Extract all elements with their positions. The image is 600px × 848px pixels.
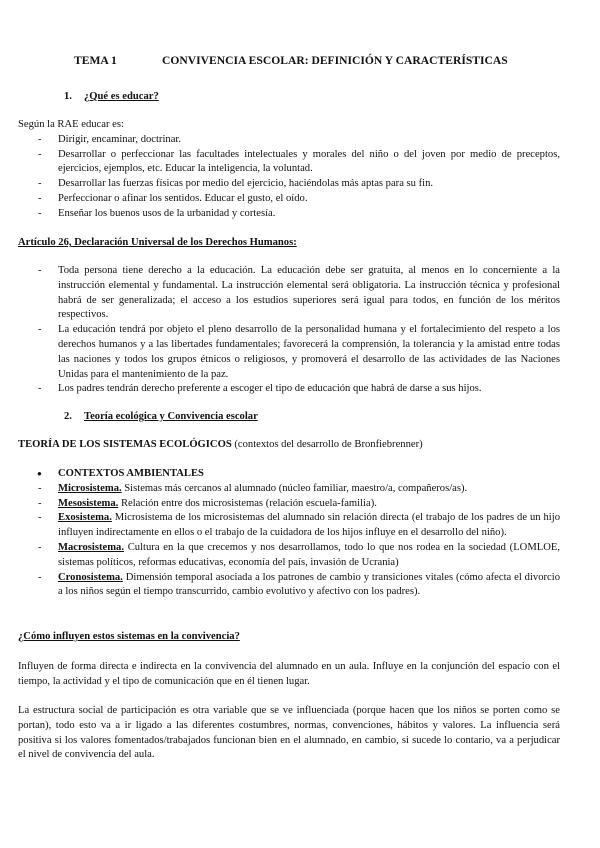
list-item: - Mesosistema. Relación entre dos microsistemas (relación escuela-familia).: [18, 497, 560, 512]
section2-heading: 2. Teoría ecológica y Convivencia escolar: [64, 411, 258, 422]
rae-intro: Según la RAE educar es:: [18, 119, 124, 130]
document-title: [44, 54, 560, 69]
rae-definitions-list: [18, 133, 560, 222]
contexts-list: [18, 482, 560, 600]
article26-heading: Artículo 26, Declaración Universal de los Derechos Humanos:: [18, 237, 297, 248]
list-item: - Cronosistema. Dimensión temporal asociada a los patrones de cambio y transiciones vitales (cómo afecta el divorcio a los niños según el tiempo transcurrido, cambio evolutivo y afectivo con los padres).: [18, 571, 560, 601]
influence-paragraph-2: La estructura social de participación es otra variable que se ve influenciada (porque hacen que los niños se porten como se portan), todo esto va a ir ligado a las diferentes costumbres, normas, convenciones, hábitos y valores. La influencia será positiva si los valores fomentados/trabajados funcionan bien en el alumnado, en cambio, si sucede lo contario, va a perjudicar el nivel de convivencia del aula.: [18, 705, 560, 761]
list-item: - Microsistema. Sistemas más cercanos al alumnado (núcleo familiar, maestro/a, compañeros/as).: [18, 482, 560, 497]
theory-title: TEORÍA DE LOS SISTEMAS ECOLÓGICOS (contextos del desarrollo de Bronfiebrenner): [18, 439, 423, 450]
list-item: - Desarrollar o perfeccionar las facultades intelectuales y morales del niño o del joven por medio de preceptos, ejercicios, ejemplos, etc. Educar la inteligencia, la voluntad.: [18, 148, 560, 178]
list-item: - Macrosistema. Cultura en la que crecemos y nos desarrollamos, todo lo que nos rodea en la sociedad (LOMLOE, sistemas políticos, reformas educativas, economía del país, invasión de Ucrania): [18, 541, 560, 571]
list-item: - Perfeccionar o afinar los sentidos. Educar el gusto, el oído.: [18, 192, 560, 207]
list-item: - Exosistema. Microsistema de los microsistemas del alumnado sin relación directa (el trabajo de los padres de un hijo influyen indirectamente en ellos o el trabajo de la cuidadora de los hijos influye en el desarrollo del niño).: [18, 511, 560, 541]
list-item: - Toda persona tiene derecho a la educación. La educación debe ser gratuita, al menos en lo concerniente a la instrucción elemental y fundamental. La instrucción elemental será obligatoria. La instrucción técnica y profesional habrá de ser generalizada; el acceso a los estudios superiores será igual para todos, en función de los méritos respectivos.: [18, 264, 560, 323]
section1-body: [18, 118, 560, 222]
section1-heading: 1. ¿Qué es educar?: [64, 91, 159, 102]
article26-list: [18, 264, 560, 397]
list-item: - Enseñar los buenos usos de la urbanidad y cortesía.: [18, 207, 560, 222]
list-item: - Desarrollar las fuerzas físicas por medio del ejercicio, haciéndolas más aptas para su fin.: [18, 177, 560, 192]
list-item: - Los padres tendrán derecho preferente a escoger el tipo de educación que habrá de darse a sus hijos.: [18, 382, 560, 397]
title-number: TEMA 1: [74, 54, 117, 67]
influence-question: ¿Cómo influyen estos sistemas en la convivencia?: [18, 631, 240, 642]
list-item: - Dirigir, encaminar, doctrinar.: [18, 133, 560, 148]
list-item: - La educación tendrá por objeto el pleno desarrollo de la personalidad humana y el fortalecimiento del respeto a los derechos humanos y a las libertades fundamentales; favorecerá la comprensión, la tolerancia y la amistad entre todas las naciones y todos los grupos étnicos o religiosos, y promoverá el desarrollo de las actividades de las Naciones Unidas para el mantenimiento de la paz.: [18, 323, 560, 382]
title-text: CONVIVENCIA ESCOLAR: DEFINICIÓN Y CARACTERÍSTICAS: [162, 54, 508, 67]
contexts-block: [18, 467, 560, 600]
contexts-heading: ● CONTEXTOS AMBIENTALES: [18, 467, 560, 482]
article26-body: [18, 264, 560, 397]
influence-paragraph-1: Influyen de forma directa e indirecta en la convivencia del alumnado en un aula. Influye en la conjunción del espacio con el tiempo, la actividad y el tipo de comunicación que en él tienen lugar.: [18, 661, 560, 687]
